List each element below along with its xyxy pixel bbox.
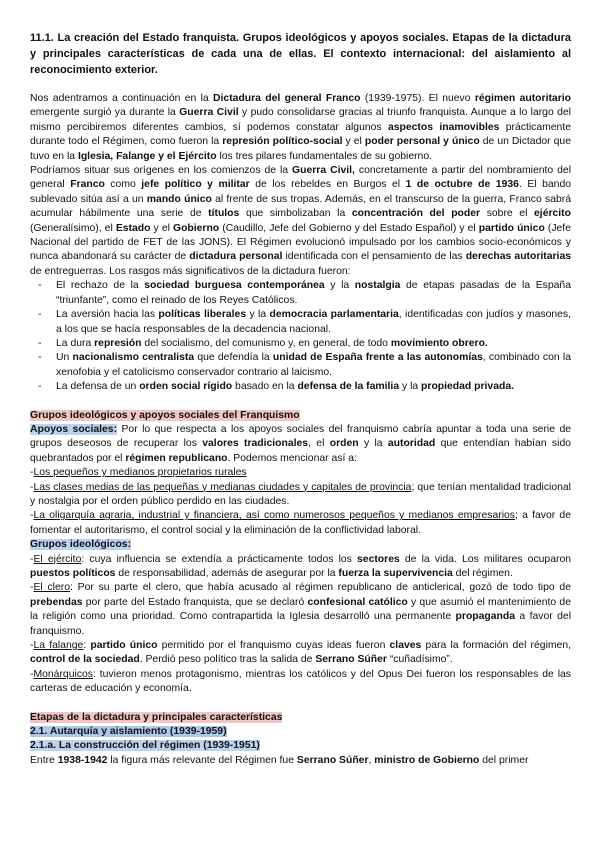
supports-label: Apoyos sociales:: [30, 423, 118, 435]
ideology-item: -Monárquicos: tuvieron menos protagonismo, mientras los católicos y del Opus Dei fueron los responsables de las carteras de educación y economía.: [30, 668, 571, 695]
section-heading-groups: Grupos ideológicos y apoyos sociales del Franquismo: [30, 409, 300, 421]
traits-list: [30, 279, 571, 394]
origins-paragraph: Podríamos situar sus orígenes en los comienzos de la Guerra Civil, concretamente a partir del nombramiento del general Franco como jefe político y militar de los rebeldes en Burgos el 1 de octubre de 1936. El bando sublevado sitúa así a un mando único al frente de sus tropas. Además, en el transcurso de la guerra, Franco sabrá acumular hábilmente una serie de títulos que simbolizaban la concentración del poder sobre el ejército (Generalísimo), el Estado y el Gobierno (Caudillo, Jefe del Gobierno y del Estado Español) y el partido único (Jefe Nacional del partido de FET de las JONS). El Régimen evolucionó impulsado por los cambios socio-económicos y nunca abandonará su carácter de dictadura personal identificada con el pensamiento de las derechas autoritarias de entreguerras. Los rasgos más significativos de la dictadura fueron:: [30, 165, 572, 277]
ideology-item: -La falange: partido único permitido por el franquismo cuyas ideas fueron claves para la formación del régimen, control de la sociedad. Perdió peso político tras la salida de Serrano Súñer “cuñadísimo”.: [30, 640, 571, 666]
list-item: - La defensa de un orden social rígido basado en la defensa de la familia y la propiedad privada.: [56, 380, 571, 394]
ideology-item: -El ejército: cuya influencia se extendía a prácticamente todos los sectores de la vida. Los militares ocuparon puestos políticos de responsabilidad, además de asegurar por la fuerza la supervivencia del régimen.: [30, 553, 572, 579]
section-heading-stages: Etapas de la dictadura y principales características: [30, 711, 283, 723]
subsubsection-heading: 2.1.a. La construcción del régimen (1939-1951): [30, 740, 260, 752]
support-item: -Las clases medias de las pequeñas y medianas ciudades y capitales de provincia; que tenían mentalidad tradicional y nostalgia por el orden público perdido en las ciudades.: [30, 481, 571, 507]
list-item: - La aversión hacia las políticas liberales y la democracia parlamentaria, identificadas con judíos y masones, a los que se hacía responsables de la decadencia nacional.: [56, 308, 571, 337]
intro-paragraph: Nos adentramos a continuación en la Dictadura del general Franco (1939-1975). El nuevo régimen autoritario emergente surgió ya durante la Guerra Civil y pudo consolidarse gracias al triunfo franquista. Aunque a lo largo del mismo percibiremos diferentes cambios, sí podemos constatar algunos aspectos inamovibles prácticamente durante todo el Régimen, como fueron la represión político-social y el poder personal y único de un Dictador que tuvo en la Iglesia, Falange y el Ejército los tres pilares fundamentales de su gobierno.: [30, 93, 572, 162]
supports-paragraph: Apoyos sociales: Por lo que respecta a los apoyos sociales del franquismo cabría apuntar a toda una serie de grupos deseosos de recuperar los valores tradicionales, el orden y la autoridad que entendían habían sido quebrantados por el régimen republicano. Podemos mencionar así a:: [30, 423, 571, 464]
ideology-item: -El clero: Por su parte el clero, que había acusado al régimen republicano de anticlerical, gozó de todo tipo de prebendas por parte del Estado franquista, que se declaró confesional católico y que asumió el mantenimiento de la religión como una prioridad. Como contrapartida la Iglesia desarrolló una permanente propaganda a favor del franquismo.: [30, 582, 572, 637]
support-item: -Los pequeños y medianos propietarios rurales: [30, 467, 247, 479]
support-item: -La oligarquía agraria, industrial y financiera, así como numerosos pequeños y medianos empresarios; a favor de fomentar el autoritarismo, el control social y la eliminación de la conflictividad laboral.: [30, 510, 571, 536]
stage-paragraph: Entre 1938-1942 la figura más relevante del Régimen fue Serrano Súñer, ministro de Gobierno del primer: [30, 754, 529, 766]
list-item: - La dura represión del socialismo, del comunismo y, en general, de todo movimiento obrero.: [56, 337, 571, 351]
page-title: 11.1. La creación del Estado franquista. Grupos ideológicos y apoyos sociales. Etapas de la dictadura y principales características de cada una de ellas. El contexto internacional: del aislamiento al reconocimiento exterior.: [30, 32, 571, 76]
subsection-heading: 2.1. Autarquía y aislamiento (1939-1959): [30, 726, 227, 738]
ideological-groups-label: Grupos ideológicos:: [30, 539, 132, 551]
list-item: - El rechazo de la sociedad burguesa contemporánea y la nostalgia de etapas pasadas de la España “triunfante”, como el reinado de los Reyes Católicos.: [56, 279, 571, 308]
list-item: - Un nacionalismo centralista que defendía la unidad de España frente a las autonomías, combinado con la xenofobia y el catolicismo conservador contrario al laicismo.: [56, 351, 571, 380]
